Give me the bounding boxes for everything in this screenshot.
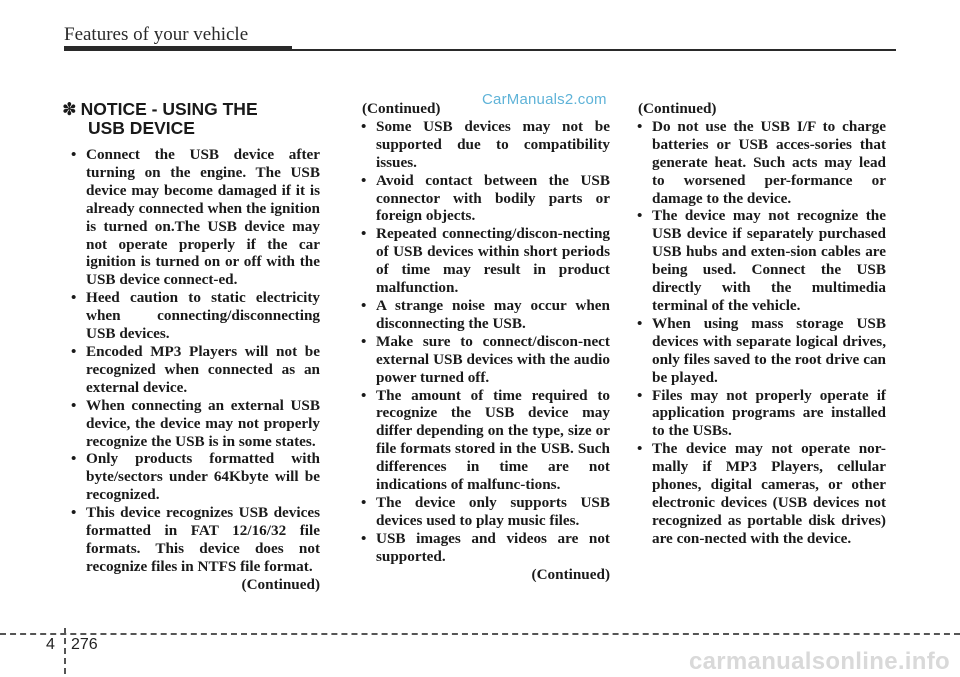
header-rule-thick [64, 46, 292, 51]
watermark-bottom: carmanualsonline.info [688, 648, 950, 675]
list-item: • This device recognizes USB devices formatted in FAT 12/16/32 file formats. This device does not recognize files in NTFS file format. [62, 504, 320, 576]
column-3-list [628, 118, 886, 548]
page-number: 276 [71, 636, 98, 653]
list-item: • A strange noise may occur when disconnecting the USB. [352, 297, 610, 333]
list-item: • The device only supports USB devices used to play music files. [352, 494, 610, 530]
page-header-title: Features of your vehicle [64, 24, 249, 45]
list-item: • The device may not operate nor-mally if MP3 Players, cellular phones, digital cameras, or other electronic devices (USB devices not recognized as portable disk drives) are con-nected with the device. [628, 440, 886, 547]
notice-title [62, 100, 320, 138]
list-item: • Avoid contact between the USB connector with bodily parts or foreign objects. [352, 172, 610, 226]
continued-start-label: (Continued) [362, 100, 441, 117]
list-item: • The amount of time required to recognize the USB device may differ depending on the type, size or file formats stored in the USB. Such differences in time are not indications of malfunc-tions. [352, 387, 610, 494]
list-item: • When connecting an external USB device, the device may not properly recognize the USB is in some states. [62, 397, 320, 451]
list-item: • USB images and videos are not supported. [352, 530, 610, 566]
list-item: • Do not use the USB I/F to charge batteries or USB acces-sories that generate heat. Such acts may lead to worsened per-formance or damage to the device. [628, 118, 886, 208]
list-item: • Only products formatted with byte/sectors under 64Kbyte will be recognized. [62, 450, 320, 504]
footer-dashed-rule [0, 633, 960, 635]
chapter-number: 4 [46, 636, 55, 653]
list-item: • Make sure to connect/discon-nect external USB devices with the audio power turned off. [352, 333, 610, 387]
column-1 [62, 100, 320, 594]
column-2 [352, 100, 610, 583]
list-item: • Encoded MP3 Players will not be recognized when connected as an external device. [62, 343, 320, 397]
notice-star-icon: ✽ [62, 99, 77, 119]
list-item: • When using mass storage USB devices with separate logical drives, only files saved to the root drive can be played. [628, 315, 886, 387]
list-item: • The device may not recognize the USB device if separately purchased USB hubs and exten-sion cables are being used. Connect the USB directly with the multimedia terminal of the vehicle. [628, 207, 886, 314]
footer-dashed-divider [64, 628, 66, 674]
list-item: • Repeated connecting/discon-necting of USB devices within short periods of time may result in product malfunction. [352, 225, 610, 297]
column-3 [628, 100, 886, 548]
column-2-list [352, 118, 610, 566]
header-rule-thin [292, 49, 896, 51]
notice-title-line2: USB DEVICE [88, 118, 195, 138]
continued-label: (Continued) [531, 565, 610, 583]
continued-start-label: (Continued) [638, 100, 717, 117]
list-item: • Connect the USB device after turning on the engine. The USB device may become damaged if it is already connected when the ignition is turned on.The USB device may not operate properly if the car ignition is turned on or off with the USB device connect-ed. [62, 146, 320, 289]
list-item: • Some USB devices may not be supported due to compatibility issues. [352, 118, 610, 172]
continued-label: (Continued) [241, 575, 320, 593]
notice-title-line1: NOTICE - USING THE [80, 99, 258, 119]
column-1-list [62, 146, 320, 576]
watermark-top: CarManuals2.com [482, 91, 607, 108]
list-item: • Heed caution to static electricity when connecting/disconnecting USB devices. [62, 289, 320, 343]
list-item: • Files may not properly operate if application programs are installed to the USBs. [628, 387, 886, 441]
